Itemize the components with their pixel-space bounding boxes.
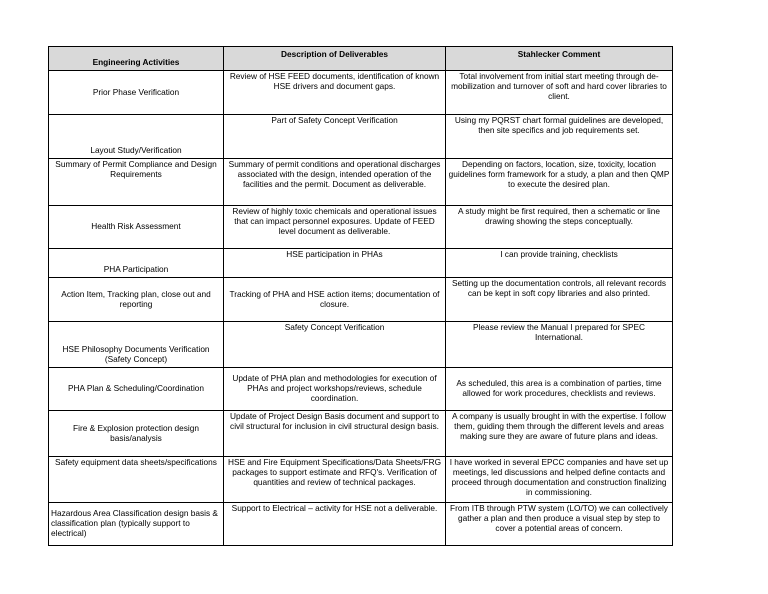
comment-cell: Setting up the documentation controls, all relevant records can be kept in soft copy libraries and also printed. xyxy=(446,278,673,322)
table-row xyxy=(49,411,673,457)
activity-cell: HSE Philosophy Documents Verification (Safety Concept) xyxy=(49,322,224,368)
description-cell: Part of Safety Concept Verification xyxy=(224,115,446,159)
table-row xyxy=(49,249,673,278)
comment-cell: Depending on factors, location, size, toxicity, location guidelines form framework for a study, a plan and then QMP to execute the desired plan. xyxy=(446,159,673,206)
comment-cell: Total involvement from initial start meeting through de-mobilization and turnover of soft and hard cover libraries to client. xyxy=(446,71,673,115)
description-cell: HSE and Fire Equipment Specifications/Data Sheets/FRG packages to support estimate and RFQ's. Verification of quantities and review of technical packages. xyxy=(224,457,446,503)
table-row xyxy=(49,457,673,503)
activity-cell: Action Item, Tracking plan, close out and reporting xyxy=(49,278,224,322)
comment-cell: Using my PQRST chart formal guidelines are developed, then site specifics and job requirements set. xyxy=(446,115,673,159)
activity-cell: Prior Phase Verification xyxy=(49,71,224,115)
table-row xyxy=(49,278,673,322)
description-cell: Review of highly toxic chemicals and operational issues that can impact personnel exposures. Update of FEED level document as deliverable. xyxy=(224,206,446,249)
description-cell: Safety Concept Verification xyxy=(224,322,446,368)
table-row xyxy=(49,206,673,249)
activity-cell: Safety equipment data sheets/specifications xyxy=(49,457,224,503)
table-row xyxy=(49,71,673,115)
table-row xyxy=(49,368,673,411)
activity-cell: Summary of Permit Compliance and Design Requirements xyxy=(49,159,224,206)
header-activities: Engineering Activities xyxy=(49,47,224,71)
table-row xyxy=(49,159,673,206)
description-cell: Summary of permit conditions and operational discharges associated with the design, intended operation of the facilities and the permit. Document as deliverable. xyxy=(224,159,446,206)
description-cell: Support to Electrical – activity for HSE not a deliverable. xyxy=(224,503,446,546)
engineering-activities-table xyxy=(48,46,673,546)
activity-cell: PHA Plan & Scheduling/Coordination xyxy=(49,368,224,411)
comment-cell: A company is usually brought in with the expertise. I follow them, guiding them through the different levels and areas making sure they are aware of future plans and ideas. xyxy=(446,411,673,457)
header-description: Description of Deliverables xyxy=(224,47,446,71)
comment-cell: A study might be first required, then a schematic or line drawing showing the steps conceptually. xyxy=(446,206,673,249)
header-row xyxy=(49,47,673,71)
comment-cell: As scheduled, this area is a combination of parties, time allowed for work procedures, checklists and reviews. xyxy=(446,368,673,411)
comment-cell: From ITB through PTW system (LO/TO) we can collectively gather a plan and then produce a visual step by step to cover a potential areas of concern. xyxy=(446,503,673,546)
description-cell: Tracking of PHA and HSE action items; documentation of closure. xyxy=(224,278,446,322)
description-cell: Review of HSE FEED documents, identification of known HSE drivers and document gaps. xyxy=(224,71,446,115)
activity-cell: PHA Participation xyxy=(49,249,224,278)
description-cell: HSE participation in PHAs xyxy=(224,249,446,278)
comment-cell: I have worked in several EPCC companies and have set up meetings, led discussions and helped define contacts and proceed through documentation and construction finalizing in commissioning. xyxy=(446,457,673,503)
comment-cell: Please review the Manual I prepared for SPEC International. xyxy=(446,322,673,368)
header-comment: Stahlecker Comment xyxy=(446,47,673,71)
activity-cell: Health Risk Assessment xyxy=(49,206,224,249)
description-cell: Update of Project Design Basis document and support to civil structural for inclusion in civil structural design basis. xyxy=(224,411,446,457)
table-row xyxy=(49,115,673,159)
description-cell: Update of PHA plan and methodologies for execution of PHAs and project workshops/reviews, schedule coordination. xyxy=(224,368,446,411)
activity-cell: Hazardous Area Classification design basis & classification plan (typically support to electrical) xyxy=(49,503,224,546)
table-row xyxy=(49,322,673,368)
table-row xyxy=(49,503,673,546)
activity-cell: Layout Study/Verification xyxy=(49,115,224,159)
activity-cell: Fire & Explosion protection design basis/analysis xyxy=(49,411,224,457)
comment-cell: I can provide training, checklists xyxy=(446,249,673,278)
